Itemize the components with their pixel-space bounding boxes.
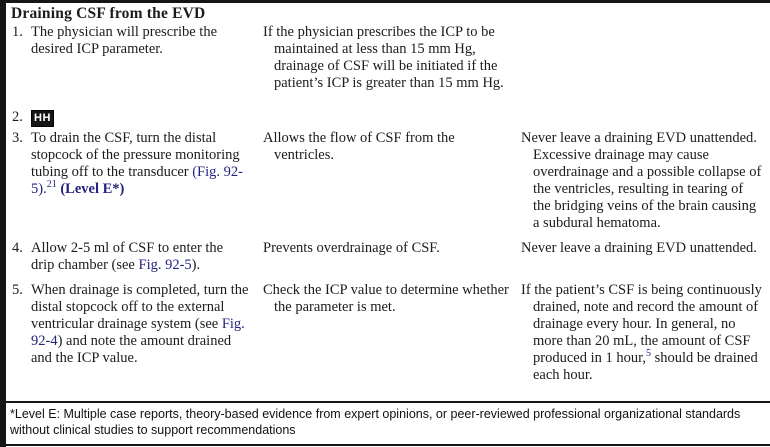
considerations-text — [517, 24, 766, 92]
step-text — [31, 24, 261, 92]
level-e-footnote: *Level E: Multiple case reports, theory-based evidence from expert opinions, or peer-reviewed professional organizational standards without clinical studies to support recommendations — [10, 407, 741, 437]
procedure-step-row — [12, 282, 766, 384]
procedure-step-row — [12, 130, 766, 232]
step-text — [31, 109, 261, 127]
considerations-text — [517, 109, 766, 127]
procedure-step-row — [12, 24, 766, 92]
step-text — [31, 240, 261, 274]
text-segment: ) and note the amount drained and the ICP value. — [31, 333, 232, 366]
step-number: 2. — [12, 109, 23, 125]
text-segment: should be drained each hour. — [533, 350, 758, 383]
text-segment: If the patient’s CSF is being continuously drained, note and record the amount of drainage every hour. In general, no more than 20 mL, the amount of CSF produced in 1 hour, — [521, 282, 762, 366]
figure-reference-link[interactable]: 21 — [46, 179, 57, 191]
text-segment: If the physician prescribes the ICP to be maintained at less than 15 mm Hg, drainage of CSF will be initiated if the patient’s ICP is greater than 15 mm Hg. — [263, 24, 504, 91]
text-segment: Prevents overdrainage of CSF. — [263, 240, 440, 256]
text-segment: ). — [191, 257, 201, 273]
rationale-text — [261, 24, 517, 92]
procedure-step-row — [12, 109, 766, 127]
text-segment: Check the ICP value to determine whether the parameter is met. — [263, 282, 509, 315]
hand-hygiene-icon: HH — [31, 110, 54, 127]
left-border-bar — [0, 0, 6, 447]
considerations-text — [517, 240, 766, 274]
top-border-rule — [0, 0, 770, 3]
text-segment: To drain the CSF, turn the distal stopcock of the pressure monitoring tubing off to the transducer — [31, 130, 240, 180]
rationale-text — [261, 109, 517, 127]
text-segment: Never leave a draining EVD unattended. — [521, 240, 757, 256]
step-text — [31, 282, 261, 384]
text-segment: Never leave a draining EVD unattended. Excessive drainage may cause overdrainage and a possible collapse of the ventricles, resulting in tearing of the bridging veins of the brain causing a subdural hematoma. — [521, 130, 762, 231]
text-segment: (Level E*) — [60, 181, 125, 197]
text-segment: Allows the flow of CSF from the ventricles. — [263, 130, 455, 163]
rationale-text — [261, 282, 517, 384]
text-segment: When drainage is completed, turn the distal stopcock off to the external ventricular drainage system (see — [31, 282, 249, 332]
figure-reference-link[interactable]: Fig. 92-5 — [138, 257, 192, 273]
step-number: 4. — [12, 240, 23, 256]
procedure-step-row — [12, 240, 766, 274]
step-number: 3. — [12, 130, 23, 146]
bottom-border-rule — [6, 444, 770, 446]
text-segment: The physician will prescribe the desired ICP parameter. — [31, 24, 218, 57]
step-text — [31, 130, 261, 232]
step-number: 5. — [12, 282, 23, 298]
figure-reference-link[interactable]: (Fig. 92-5). — [31, 164, 243, 197]
rationale-text — [261, 130, 517, 232]
step-number: 1. — [12, 24, 23, 40]
footnote-divider-rule — [6, 401, 770, 403]
section-title: Draining CSF from the EVD — [11, 5, 206, 22]
figure-reference-link[interactable]: Fig. 92-4 — [31, 316, 245, 349]
considerations-text — [517, 282, 766, 384]
figure-reference-link[interactable]: 5 — [645, 348, 651, 360]
text-segment: Allow 2-5 ml of CSF to enter the drip chamber (see — [31, 240, 224, 273]
rationale-text — [261, 240, 517, 274]
considerations-text — [517, 130, 766, 232]
